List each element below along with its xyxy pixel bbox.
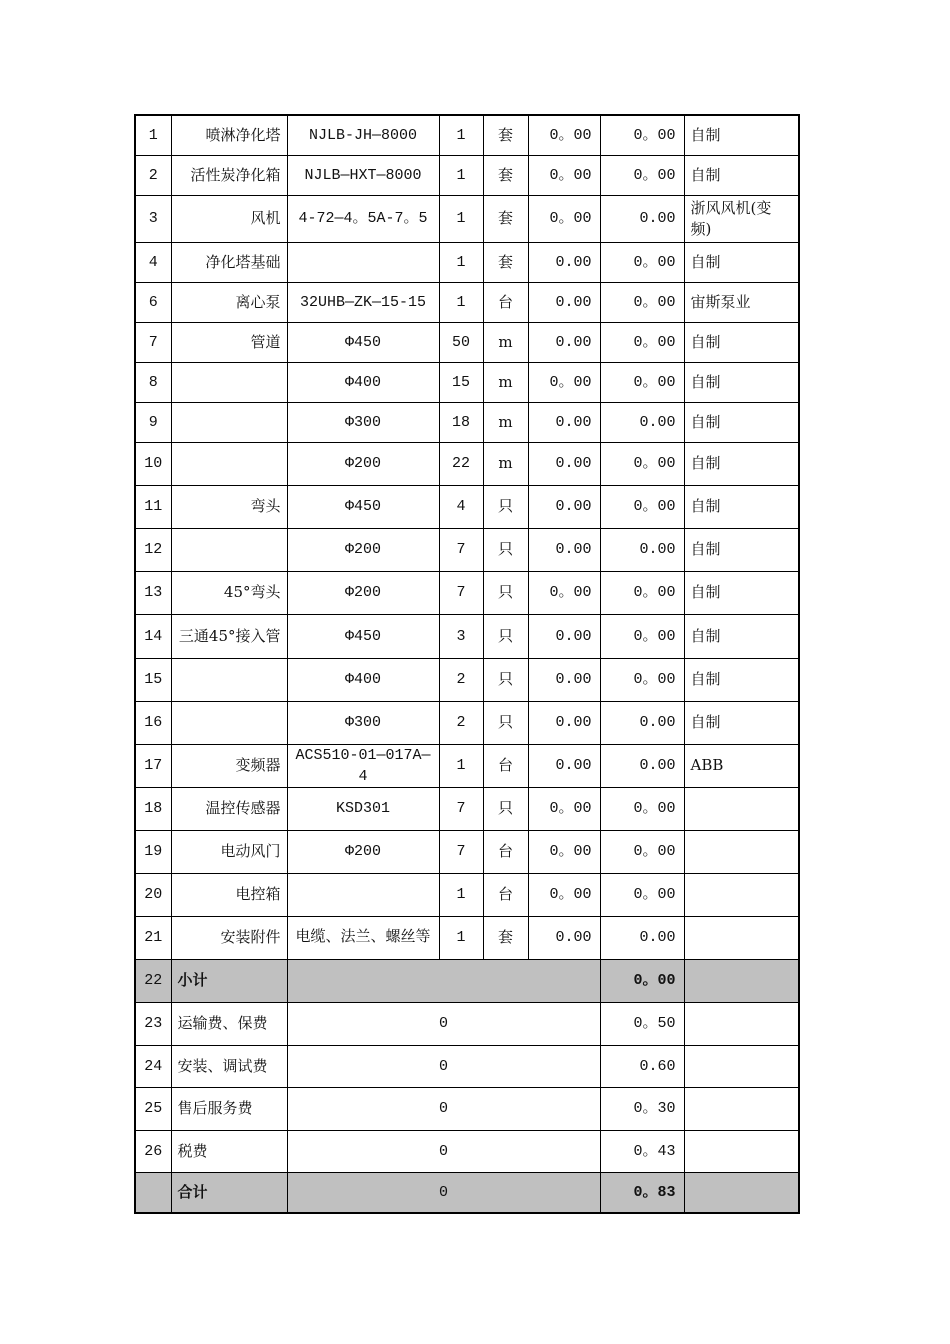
subtotal-note [684,959,799,1002]
row-number: 22 [135,959,171,1002]
item-unit-price: 0.00 [528,658,600,701]
row-number: 1 [135,115,171,155]
item-name: 温控传感器 [171,787,287,830]
fee-note [684,1045,799,1087]
table-row [135,362,799,402]
row-number: 12 [135,528,171,571]
item-unit-price: 0.00 [528,701,600,744]
table-row [135,195,799,242]
row-number: 26 [135,1130,171,1172]
item-unit: m [483,322,528,362]
item-unit: 套 [483,242,528,282]
item-spec [287,873,439,916]
item-note: 自制 [684,115,799,155]
fee-row [135,1045,799,1087]
table-row [135,442,799,485]
fee-label: 安装、调试费 [171,1045,287,1087]
item-quantity: 2 [439,658,483,701]
fee-note [684,1087,799,1130]
table-row [135,242,799,282]
item-unit: 只 [483,528,528,571]
item-amount: 0.00 [600,916,684,959]
table-row [135,658,799,701]
item-note: 自制 [684,402,799,442]
item-quantity: 7 [439,571,483,614]
item-unit: 套 [483,115,528,155]
fee-value: 0 [287,1002,600,1045]
table-row [135,830,799,873]
row-number: 3 [135,195,171,242]
subtotal-blank [287,959,600,1002]
item-note: 自制 [684,242,799,282]
item-note: 宙斯泵业 [684,282,799,322]
row-number: 4 [135,242,171,282]
item-name [171,658,287,701]
item-note: 自制 [684,701,799,744]
item-note [684,830,799,873]
item-unit-price: 0。00 [528,830,600,873]
item-spec: Φ200 [287,830,439,873]
item-note: 自制 [684,485,799,528]
item-name: 电控箱 [171,873,287,916]
item-unit-price: 0.00 [528,485,600,528]
subtotal-label: 小计 [171,959,287,1002]
item-amount: 0.00 [600,402,684,442]
fee-note [684,1002,799,1045]
table-row [135,155,799,195]
item-unit: 台 [483,744,528,787]
item-name: 喷淋净化塔 [171,115,287,155]
summary-rows [135,959,799,1213]
item-unit: m [483,362,528,402]
item-note: 浙风风机(变频) [684,195,799,242]
item-note: 自制 [684,362,799,402]
item-unit: 只 [483,485,528,528]
item-unit: 只 [483,701,528,744]
item-name: 弯头 [171,485,287,528]
total-row [135,1172,799,1213]
item-spec: Φ200 [287,528,439,571]
fee-amount: 0。43 [600,1130,684,1172]
item-quantity: 1 [439,115,483,155]
item-name: 三通45°接入管 [171,614,287,658]
fee-note [684,1130,799,1172]
item-unit: 台 [483,830,528,873]
item-quantity: 1 [439,744,483,787]
item-name [171,528,287,571]
item-quantity: 7 [439,830,483,873]
item-unit-price: 0.00 [528,614,600,658]
row-number: 18 [135,787,171,830]
item-amount: 0。00 [600,614,684,658]
row-number: 10 [135,442,171,485]
item-note: 自制 [684,614,799,658]
item-note [684,787,799,830]
item-unit: m [483,402,528,442]
item-amount: 0.00 [600,195,684,242]
fee-amount: 0。50 [600,1002,684,1045]
item-note: 自制 [684,658,799,701]
item-spec: Φ400 [287,362,439,402]
table-row [135,571,799,614]
item-note: 自制 [684,155,799,195]
total-amount: 0。83 [600,1172,684,1213]
fee-label: 税费 [171,1130,287,1172]
item-amount: 0。00 [600,155,684,195]
item-quantity: 1 [439,916,483,959]
item-unit-price: 0。00 [528,787,600,830]
table-row [135,701,799,744]
item-spec: Φ200 [287,571,439,614]
item-quantity: 7 [439,787,483,830]
table-row [135,873,799,916]
item-spec: 32UHB—ZK—15-15 [287,282,439,322]
item-note: ABB [684,744,799,787]
item-amount: 0。00 [600,362,684,402]
item-note: 自制 [684,442,799,485]
item-unit-price: 0.00 [528,282,600,322]
item-note: 自制 [684,322,799,362]
item-amount: 0。00 [600,282,684,322]
item-amount: 0。00 [600,485,684,528]
row-number: 7 [135,322,171,362]
item-name: 安装附件 [171,916,287,959]
item-unit-price: 0.00 [528,242,600,282]
item-unit-price: 0。00 [528,571,600,614]
item-amount: 0.00 [600,528,684,571]
table-row [135,787,799,830]
item-quantity: 1 [439,282,483,322]
item-unit: 只 [483,614,528,658]
item-amount: 0。00 [600,658,684,701]
table-row [135,485,799,528]
fee-value: 0 [287,1130,600,1172]
item-amount: 0。00 [600,830,684,873]
row-number: 19 [135,830,171,873]
item-spec: KSD301 [287,787,439,830]
table-row [135,916,799,959]
item-unit-price: 0.00 [528,402,600,442]
item-rows [135,115,799,959]
item-unit: 只 [483,571,528,614]
item-quantity: 4 [439,485,483,528]
item-spec: Φ450 [287,485,439,528]
item-unit: 只 [483,787,528,830]
item-spec: ACS510-01—017A—4 [287,744,439,787]
item-quantity: 3 [439,614,483,658]
item-name: 电动风门 [171,830,287,873]
item-name: 管道 [171,322,287,362]
total-value: 0 [287,1172,600,1213]
table-row [135,282,799,322]
item-spec: Φ450 [287,322,439,362]
item-spec: NJLB—HXT—8000 [287,155,439,195]
item-unit: 套 [483,195,528,242]
quotation-table [134,114,800,1214]
row-number: 24 [135,1045,171,1087]
item-note [684,873,799,916]
item-unit-price: 0.00 [528,442,600,485]
item-spec: Φ300 [287,701,439,744]
subtotal-amount: 0。00 [600,959,684,1002]
item-name: 45°弯头 [171,571,287,614]
item-name [171,402,287,442]
table-row [135,402,799,442]
row-number: 8 [135,362,171,402]
item-quantity: 1 [439,873,483,916]
fee-label: 售后服务费 [171,1087,287,1130]
item-unit: 只 [483,658,528,701]
table-row [135,744,799,787]
row-number: 16 [135,701,171,744]
fee-row [135,1002,799,1045]
item-unit: 台 [483,282,528,322]
item-unit-price: 0。00 [528,362,600,402]
item-amount: 0。00 [600,242,684,282]
item-amount: 0。00 [600,571,684,614]
item-spec [287,242,439,282]
row-number: 11 [135,485,171,528]
item-quantity: 7 [439,528,483,571]
item-amount: 0.00 [600,701,684,744]
row-number: 20 [135,873,171,916]
row-number: 9 [135,402,171,442]
item-unit-price: 0.00 [528,322,600,362]
row-number: 6 [135,282,171,322]
item-unit-price: 0。00 [528,195,600,242]
item-note: 自制 [684,571,799,614]
row-number: 21 [135,916,171,959]
item-quantity: 2 [439,701,483,744]
item-quantity: 15 [439,362,483,402]
fee-value: 0 [287,1087,600,1130]
item-amount: 0。00 [600,873,684,916]
item-unit-price: 0.00 [528,528,600,571]
item-quantity: 50 [439,322,483,362]
row-number [135,1172,171,1213]
row-number: 14 [135,614,171,658]
item-spec: Φ450 [287,614,439,658]
table-row [135,322,799,362]
item-name: 离心泵 [171,282,287,322]
item-name [171,362,287,402]
item-quantity: 1 [439,195,483,242]
subtotal-row [135,959,799,1002]
row-number: 2 [135,155,171,195]
item-name [171,442,287,485]
item-amount: 0。00 [600,115,684,155]
fee-value: 0 [287,1045,600,1087]
item-spec: Φ300 [287,402,439,442]
row-number: 13 [135,571,171,614]
fee-amount: 0。30 [600,1087,684,1130]
item-spec: Φ400 [287,658,439,701]
item-unit-price: 0.00 [528,916,600,959]
item-name: 风机 [171,195,287,242]
item-name: 变频器 [171,744,287,787]
item-amount: 0。00 [600,322,684,362]
item-spec: Φ200 [287,442,439,485]
fee-row [135,1130,799,1172]
item-name [171,701,287,744]
total-label: 合计 [171,1172,287,1213]
fee-label: 运输费、保费 [171,1002,287,1045]
item-note: 自制 [684,528,799,571]
item-name: 净化塔基础 [171,242,287,282]
item-unit-price: 0.00 [528,744,600,787]
table-row [135,528,799,571]
item-unit-price: 0。00 [528,873,600,916]
item-amount: 0。00 [600,442,684,485]
item-quantity: 1 [439,242,483,282]
item-name: 活性炭净化箱 [171,155,287,195]
item-quantity: 1 [439,155,483,195]
item-unit: 台 [483,873,528,916]
item-spec: 电缆、法兰、螺丝等 [287,916,439,959]
item-unit: m [483,442,528,485]
table-row [135,614,799,658]
item-unit: 套 [483,155,528,195]
item-amount: 0。00 [600,787,684,830]
item-spec: NJLB-JH—8000 [287,115,439,155]
item-amount: 0.00 [600,744,684,787]
item-quantity: 18 [439,402,483,442]
row-number: 25 [135,1087,171,1130]
row-number: 23 [135,1002,171,1045]
fee-amount: 0.60 [600,1045,684,1087]
item-spec: 4-72—4。5A-7。5 [287,195,439,242]
row-number: 17 [135,744,171,787]
total-note [684,1172,799,1213]
item-unit: 套 [483,916,528,959]
table-row [135,115,799,155]
item-unit-price: 0。00 [528,155,600,195]
row-number: 15 [135,658,171,701]
fee-row [135,1087,799,1130]
item-quantity: 22 [439,442,483,485]
item-unit-price: 0。00 [528,115,600,155]
item-note [684,916,799,959]
